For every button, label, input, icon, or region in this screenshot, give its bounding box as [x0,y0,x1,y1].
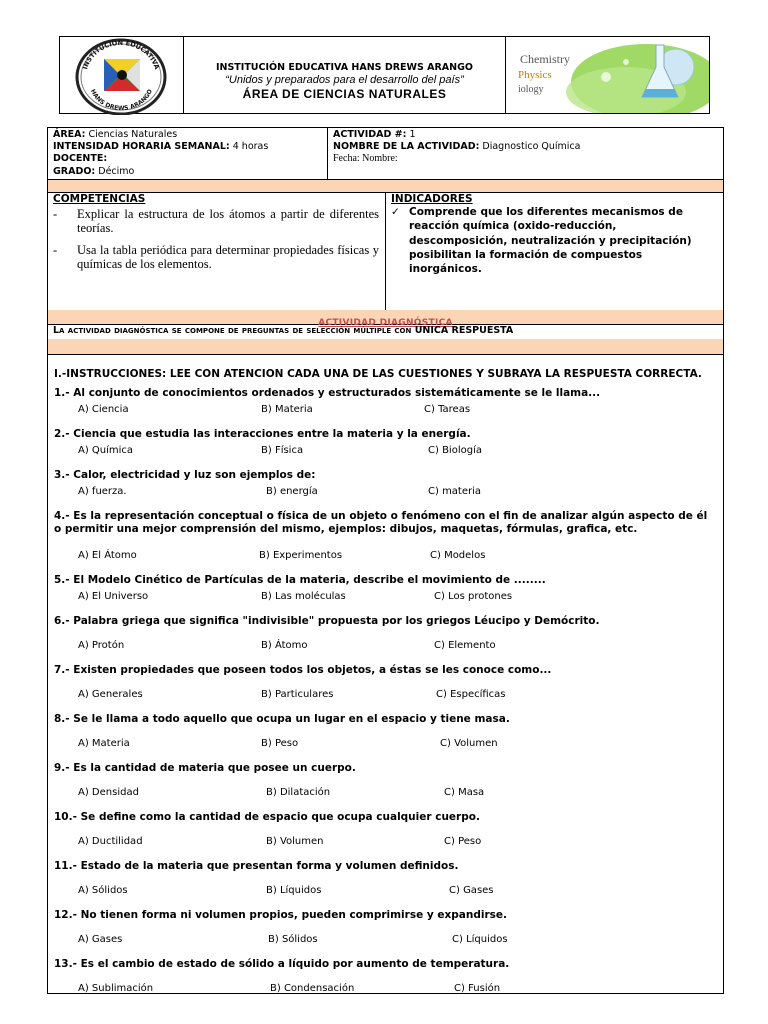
banner-word-physics: Physics [518,69,552,81]
banner-word-biology: iology [518,84,544,95]
question-text: 10.- Se define como la cantidad de espacio que ocupa cualquier cuerpo. [54,811,480,823]
area-label: ÁREA: [53,129,86,140]
question-text: 11.- Estado de la materia que presentan forma y volumen definidos. [54,860,459,872]
header-titles [184,37,505,113]
science-banner [505,37,709,113]
option-a[interactable]: A) Ciencia [78,404,129,415]
institution-name: INSTITUCIÓN EDUCATIVA HANS DREWS ARANGO [215,62,473,73]
option-b[interactable]: B) Peso [261,738,299,749]
info-right [327,128,723,179]
option-c[interactable]: C) Volumen [440,738,498,749]
question-text: 5.- El Modelo Cinético de Partículas de la materia, describe el movimiento de ........ [54,574,546,586]
option-c[interactable]: C) Líquidos [452,934,508,945]
logo-text-top: INSTITUCIÓN EDUCATIVA [81,38,161,71]
hours-label: INTENSIDAD HORARIA SEMANAL: [53,141,230,153]
competencias-section [48,192,386,310]
competencia-item: - Usa la tabla periódica para determinar propiedades físicas y químicas de los elementos. [53,243,379,271]
info-left [53,129,323,178]
activity-note-caps: ÚNICA RESPUESTA [414,325,514,336]
option-a[interactable]: A) Sólidos [78,885,128,896]
grade-value: Décimo [95,165,135,177]
activity-number-label: ACTIVIDAD #: [333,129,407,140]
option-a[interactable]: A) Química [78,445,134,456]
competencies-indicators [48,192,723,311]
separator-band [48,339,723,355]
option-b[interactable]: B) energía [266,486,318,497]
option-a[interactable]: A) El Átomo [78,550,137,561]
option-b[interactable]: B) Condensación [270,983,355,994]
option-a[interactable]: A) Materia [78,738,130,749]
option-c[interactable]: C) Los protones [434,591,513,602]
option-b[interactable]: B) Volumen [266,836,324,847]
option-b[interactable]: B) Particulares [261,689,334,700]
option-b[interactable]: B) Experimentos [259,550,343,561]
option-b[interactable]: B) Átomo [261,640,308,651]
option-a[interactable]: A) Densidad [78,787,139,798]
question-text: 6.- Palabra griega que significa "indivisible" propuesta por los griegos Léucipo y Demócrito. [54,615,600,627]
info-section [48,128,723,180]
option-a[interactable]: A) Protón [78,640,125,651]
option-c[interactable]: C) Modelos [430,550,486,561]
indicadores-title: INDICADORES [391,193,473,205]
option-c[interactable]: C) Fusión [454,983,501,994]
activity-number-value: 1 [406,129,416,140]
science-banner-icon [506,37,709,113]
instructions: I.-INSTRUCCIONES: LEE CON ATENCION CADA UNA DE LAS CUESTIONES Y SUBRAYA LA RESPUESTA CORRECTA. [54,368,702,380]
area-value: Ciencias Naturales [85,129,178,140]
option-a[interactable]: A) Generales [78,689,143,700]
logo-text-bottom: HANS DREWS ARANGO [88,88,155,113]
option-b[interactable]: B) Dilatación [266,787,331,798]
activity-note-text: La actividad diagnóstica se compone de preguntas de selección múltiple con [53,325,415,336]
option-c[interactable]: C) Peso [444,836,482,847]
banner-word-chemistry: Chemistry [520,52,570,66]
school-logo-icon [60,37,183,115]
option-c[interactable]: C) Elemento [434,640,496,651]
date-name-line: Fecha: Nombre: [333,153,398,165]
question-text: 9.- Es la cantidad de materia que posee un cuerpo. [54,762,356,774]
teacher-label: DOCENTE: [53,153,108,165]
question-text: 3.- Calor, electricidad y luz son ejemplos de: [54,469,316,481]
question-text: 8.- Se le llama a todo aquello que ocupa un lugar en el espacio y tiene masa. [54,713,510,725]
grade-label: GRADO: [53,165,96,177]
option-c[interactable]: C) Específicas [436,689,506,700]
question-text: 2.- Ciencia que estudia las interacciones entre la materia y la energía. [54,428,471,440]
competencia-item: - Explicar la estructura de los átomos a partir de diferentes teorías. [53,207,379,235]
activity-frame [47,127,724,994]
activity-note [48,324,723,340]
option-c[interactable]: C) Tareas [424,404,471,415]
institution-motto: “Unidos y preparados para el desarrollo del país” [225,74,464,86]
indicadores-section [386,192,723,310]
option-a[interactable]: A) Ductilidad [78,836,143,847]
hours-value: 4 horas [229,141,269,153]
question-text: 4.- Es la representación conceptual o física de un objeto o fenómeno con el fin de analizar algún aspecto de él o permitir una mejor comprensión del mismo, ejemplos: dibujos, maquetas, fórmulas, grafica, etc. [54,510,708,535]
option-b[interactable]: B) Sólidos [268,934,318,945]
option-b[interactable]: B) Las moléculas [261,591,346,602]
activity-name-value: Diagnostico Química [479,141,581,153]
option-a[interactable]: A) Sublimación [78,983,154,994]
question-text: 7.- Existen propiedades que poseen todos los objetos, a éstas se les conoce como... [54,664,552,676]
option-a[interactable]: A) fuerza. [78,486,127,497]
activity-title: ACTIVIDAD DIAGNÓSTICA [318,318,453,328]
activity-name-label: NOMBRE DE LA ACTIVIDAD: [333,141,480,153]
option-c[interactable]: C) materia [428,486,482,497]
indicador-item: ✓ Comprende que los diferentes mecanismos de reacción química (oxido-reducción, descomposición, neutralización y precipitación) posibilitan la formación de compuestos inorgánicos. [391,206,692,276]
option-c[interactable]: C) Gases [449,885,494,896]
question-text: 1.- Al conjunto de conocimientos ordenados y estructurados sistemáticamente se le llama... [54,387,601,399]
document-header [59,36,710,114]
option-a[interactable]: A) El Universo [78,591,149,602]
option-b[interactable]: B) Materia [261,404,313,415]
question-text: 12.- No tienen forma ni volumen propios, pueden comprimirse y expandirse. [54,909,507,921]
competencias-title: COMPETENCIAS [53,193,146,205]
option-c[interactable]: C) Biología [428,445,482,456]
question-text: 13.- Es el cambio de estado de sólido a líquido por aumento de temperatura. [54,958,510,970]
activity-title-band [48,310,723,328]
checkmark-icon: ✓ [391,206,400,218]
area-title: ÁREA DE CIENCIAS NATURALES [242,87,447,101]
logo-cell [60,37,184,113]
option-c[interactable]: C) Masa [444,787,485,798]
option-a[interactable]: A) Gases [78,934,123,945]
option-b[interactable]: B) Física [261,445,304,456]
option-b[interactable]: B) Líquidos [266,885,322,896]
